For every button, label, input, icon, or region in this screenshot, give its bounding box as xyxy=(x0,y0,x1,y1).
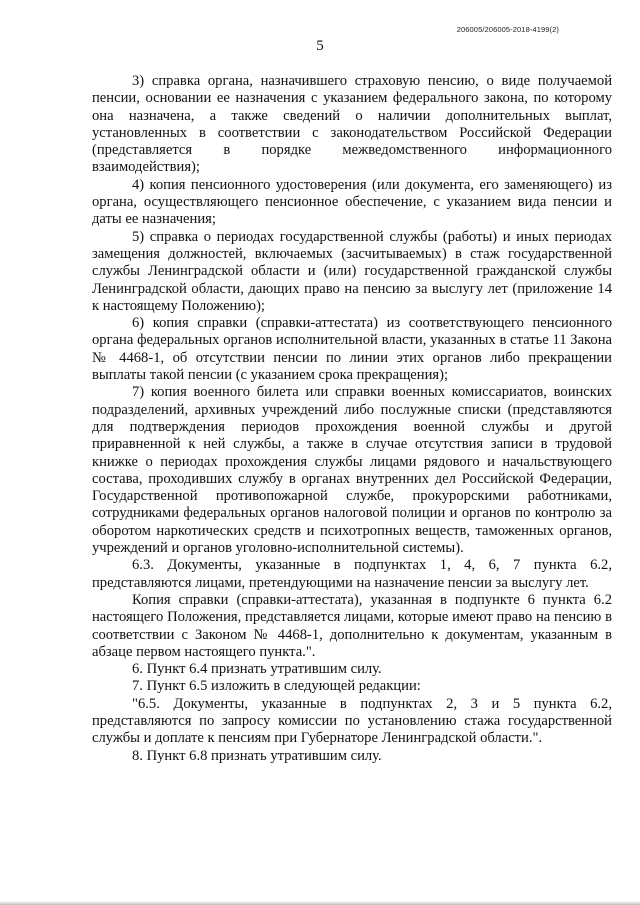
paragraph-item-5: 5) справка о периодах государственной службы (работы) и иных периодах замещения должностей, включаемых (засчитываемых) в стаж государственной службы Ленинградской области и (или) государственной гражданской службы Ленинградской области, дающих право на пенсию за выслугу лет (приложение 14 к настоящему Положению); xyxy=(92,228,612,314)
paragraph-item-3: 3) справка органа, назначившего страховую пенсию, о виде получаемой пенсии, основании ее назначения с указанием федерального закона, по которому она назначена, а также сведений о наличии дополнительных выплат, установленных в соответствии с законодательством Российской Федерации (представляется в порядке межведомственного информационного взаимодействия); xyxy=(92,73,612,176)
paragraph-clause-6-3: 6.3. Документы, указанные в подпунктах 1, 4, 6, 7 пункта 6.2, представляются лицами, претендующими на назначение пенсии за выслугу лет. xyxy=(92,557,612,591)
paragraph-item-6: 6) копия справки (справки-аттестата) из соответствующего пенсионного органа федеральных органов исполнительной власти, указанных в статье 11 Закона № 4468-1, об отсутствии пенсии по линии этих органов либо прекращении выплаты такой пенсии (с указанием срока прекращения); xyxy=(92,315,612,384)
paragraph-amendment-6: 6. Пункт 6.4 признать утратившим силу. xyxy=(132,661,382,678)
scan-edge-shadow xyxy=(0,901,640,905)
paragraph-amendment-8: 8. Пункт 6.8 признать утратившим силу. xyxy=(132,747,382,764)
paragraph-item-4: 4) копия пенсионного удостоверения (или документа, его заменяющего) из органа, осуществляющего пенсионное обеспечение, с указанием вида пенсии и даты ее назначения; xyxy=(92,176,612,228)
paragraph-item-7: 7) копия военного билета или справки военных комиссариатов, воинских подразделений, архивных учреждений либо послужные списки (представляются для подтверждения периодов прохождения военной службы и другой приравненной к ней службы, а также в случае отсутствия записи в трудовой книжке о периодах прохождения службы лицами рядового и начальствующего состава, проходивших службу в органах внутренних дел Российской Федерации, Государственной противопожарной службе, прокурорскими работниками, сотрудниками федеральных органов налоговой полиции и органов по контролю за оборотом наркотических средств и психотропных веществ, таможенных органов, учреждений и органов уголовно-исполнительной системы). xyxy=(92,384,612,557)
page-number: 5 xyxy=(316,38,324,54)
paragraph-clause-6-5: "6.5. Документы, указанные в подпунктах 2, 3 и 5 пункта 6.2, представляются по запросу комиссии по установлению стажа государственной службы и доплате к пенсиям при Губернаторе Ленинградской области.". xyxy=(92,695,612,747)
document-body xyxy=(92,73,612,765)
paragraph-certificate-copy: Копия справки (справки-аттестата), указанная в подпункте 6 пункта 6.2 настоящего Положения, представляется лицами, которые имеют право на пенсию в соответствии с Законом № 4468-1, дополнительно к документам, указанным в абзаце первом настоящего пункта.". xyxy=(92,591,612,660)
document-id: 206005/206005-2018-4199(2) xyxy=(456,25,559,34)
paragraph-amendment-7: 7. Пункт 6.5 изложить в следующей редакции: xyxy=(132,678,421,695)
